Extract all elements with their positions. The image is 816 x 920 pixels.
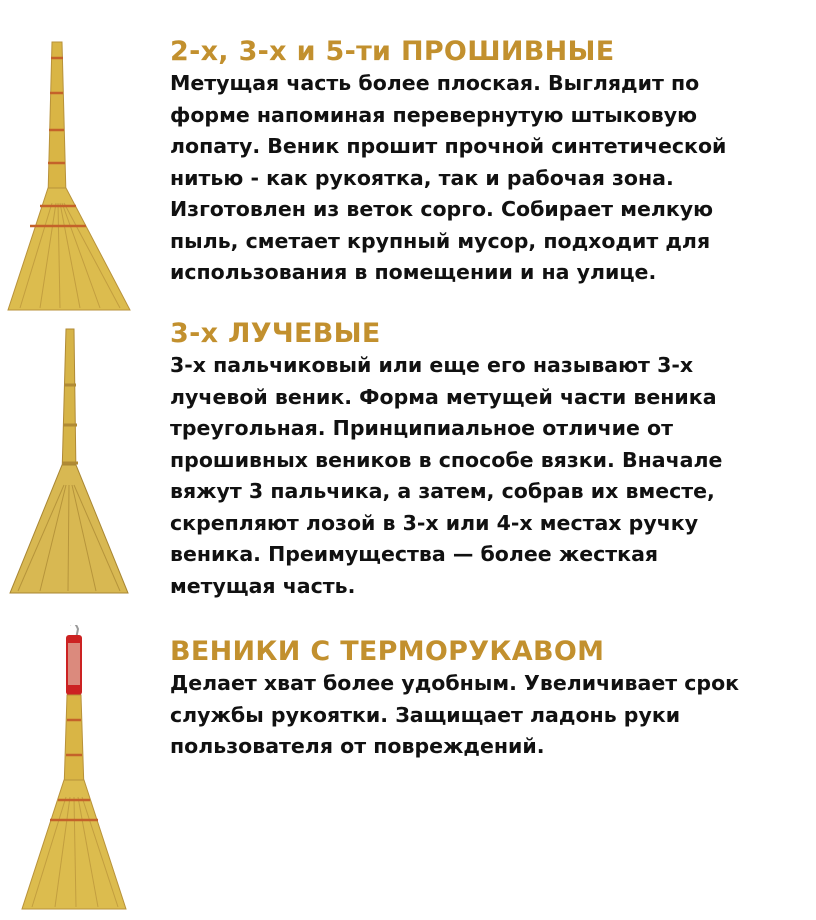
section-thermo-sleeve [170,636,810,763]
stitched-broom-image [0,38,150,320]
description-line: службы рукоятки. Защищает ладонь руки [170,702,681,727]
description-line: нитью - как рукоятка, так и рабочая зона. [170,165,674,190]
thermo-sleeve-broom-image [0,625,150,915]
section-title: ВЕНИКИ С ТЕРМОРУКАВОМ [170,636,605,667]
section-title: 2-х, 3-х и 5-ти ПРОШИВНЫЕ [170,36,615,67]
description-line: пыль, сметает крупный мусор, подходит для [170,228,711,253]
section-title: 3-х ЛУЧЕВЫЕ [170,318,381,349]
description-line: прошивных веников в способе вязки. Вначале [170,447,723,472]
section-stitched [170,36,810,289]
description-line: Изготовлен из веток сорго. Собирает мелкую [170,197,714,221]
description-line: скрепляют лозой в 3-х или 4-х местах ручку [170,510,699,535]
description-line: метущая часть. [170,573,356,598]
section-description [170,668,810,763]
section-description [170,350,810,602]
description-line: Делает хват более удобным. Увеличивает срок [170,671,740,695]
description-line: лучевой веник. Форма метущей части веника [170,384,717,409]
section-three-finger [170,318,810,602]
description-line: Метущая часть более плоская. Выглядит по [170,71,700,95]
description-line: треугольная. Принципиальное отличие от [170,416,674,440]
description-line: лопату. Веник прошит прочной синтетической [170,134,727,158]
description-line: вяжут 3 пальчика, а затем, собрав их вместе, [170,479,715,503]
section-description [170,68,810,289]
description-line: форме напоминая перевернутую штыковую [170,102,698,127]
description-line: 3-х пальчиковый или еще его называют 3-х [170,353,694,377]
description-line: использования в помещении и на улице. [170,260,657,284]
three-finger-broom-image [0,325,150,600]
description-line: веника. Преимущества — более жесткая [170,542,659,566]
description-line: пользователя от повреждений. [170,734,545,758]
